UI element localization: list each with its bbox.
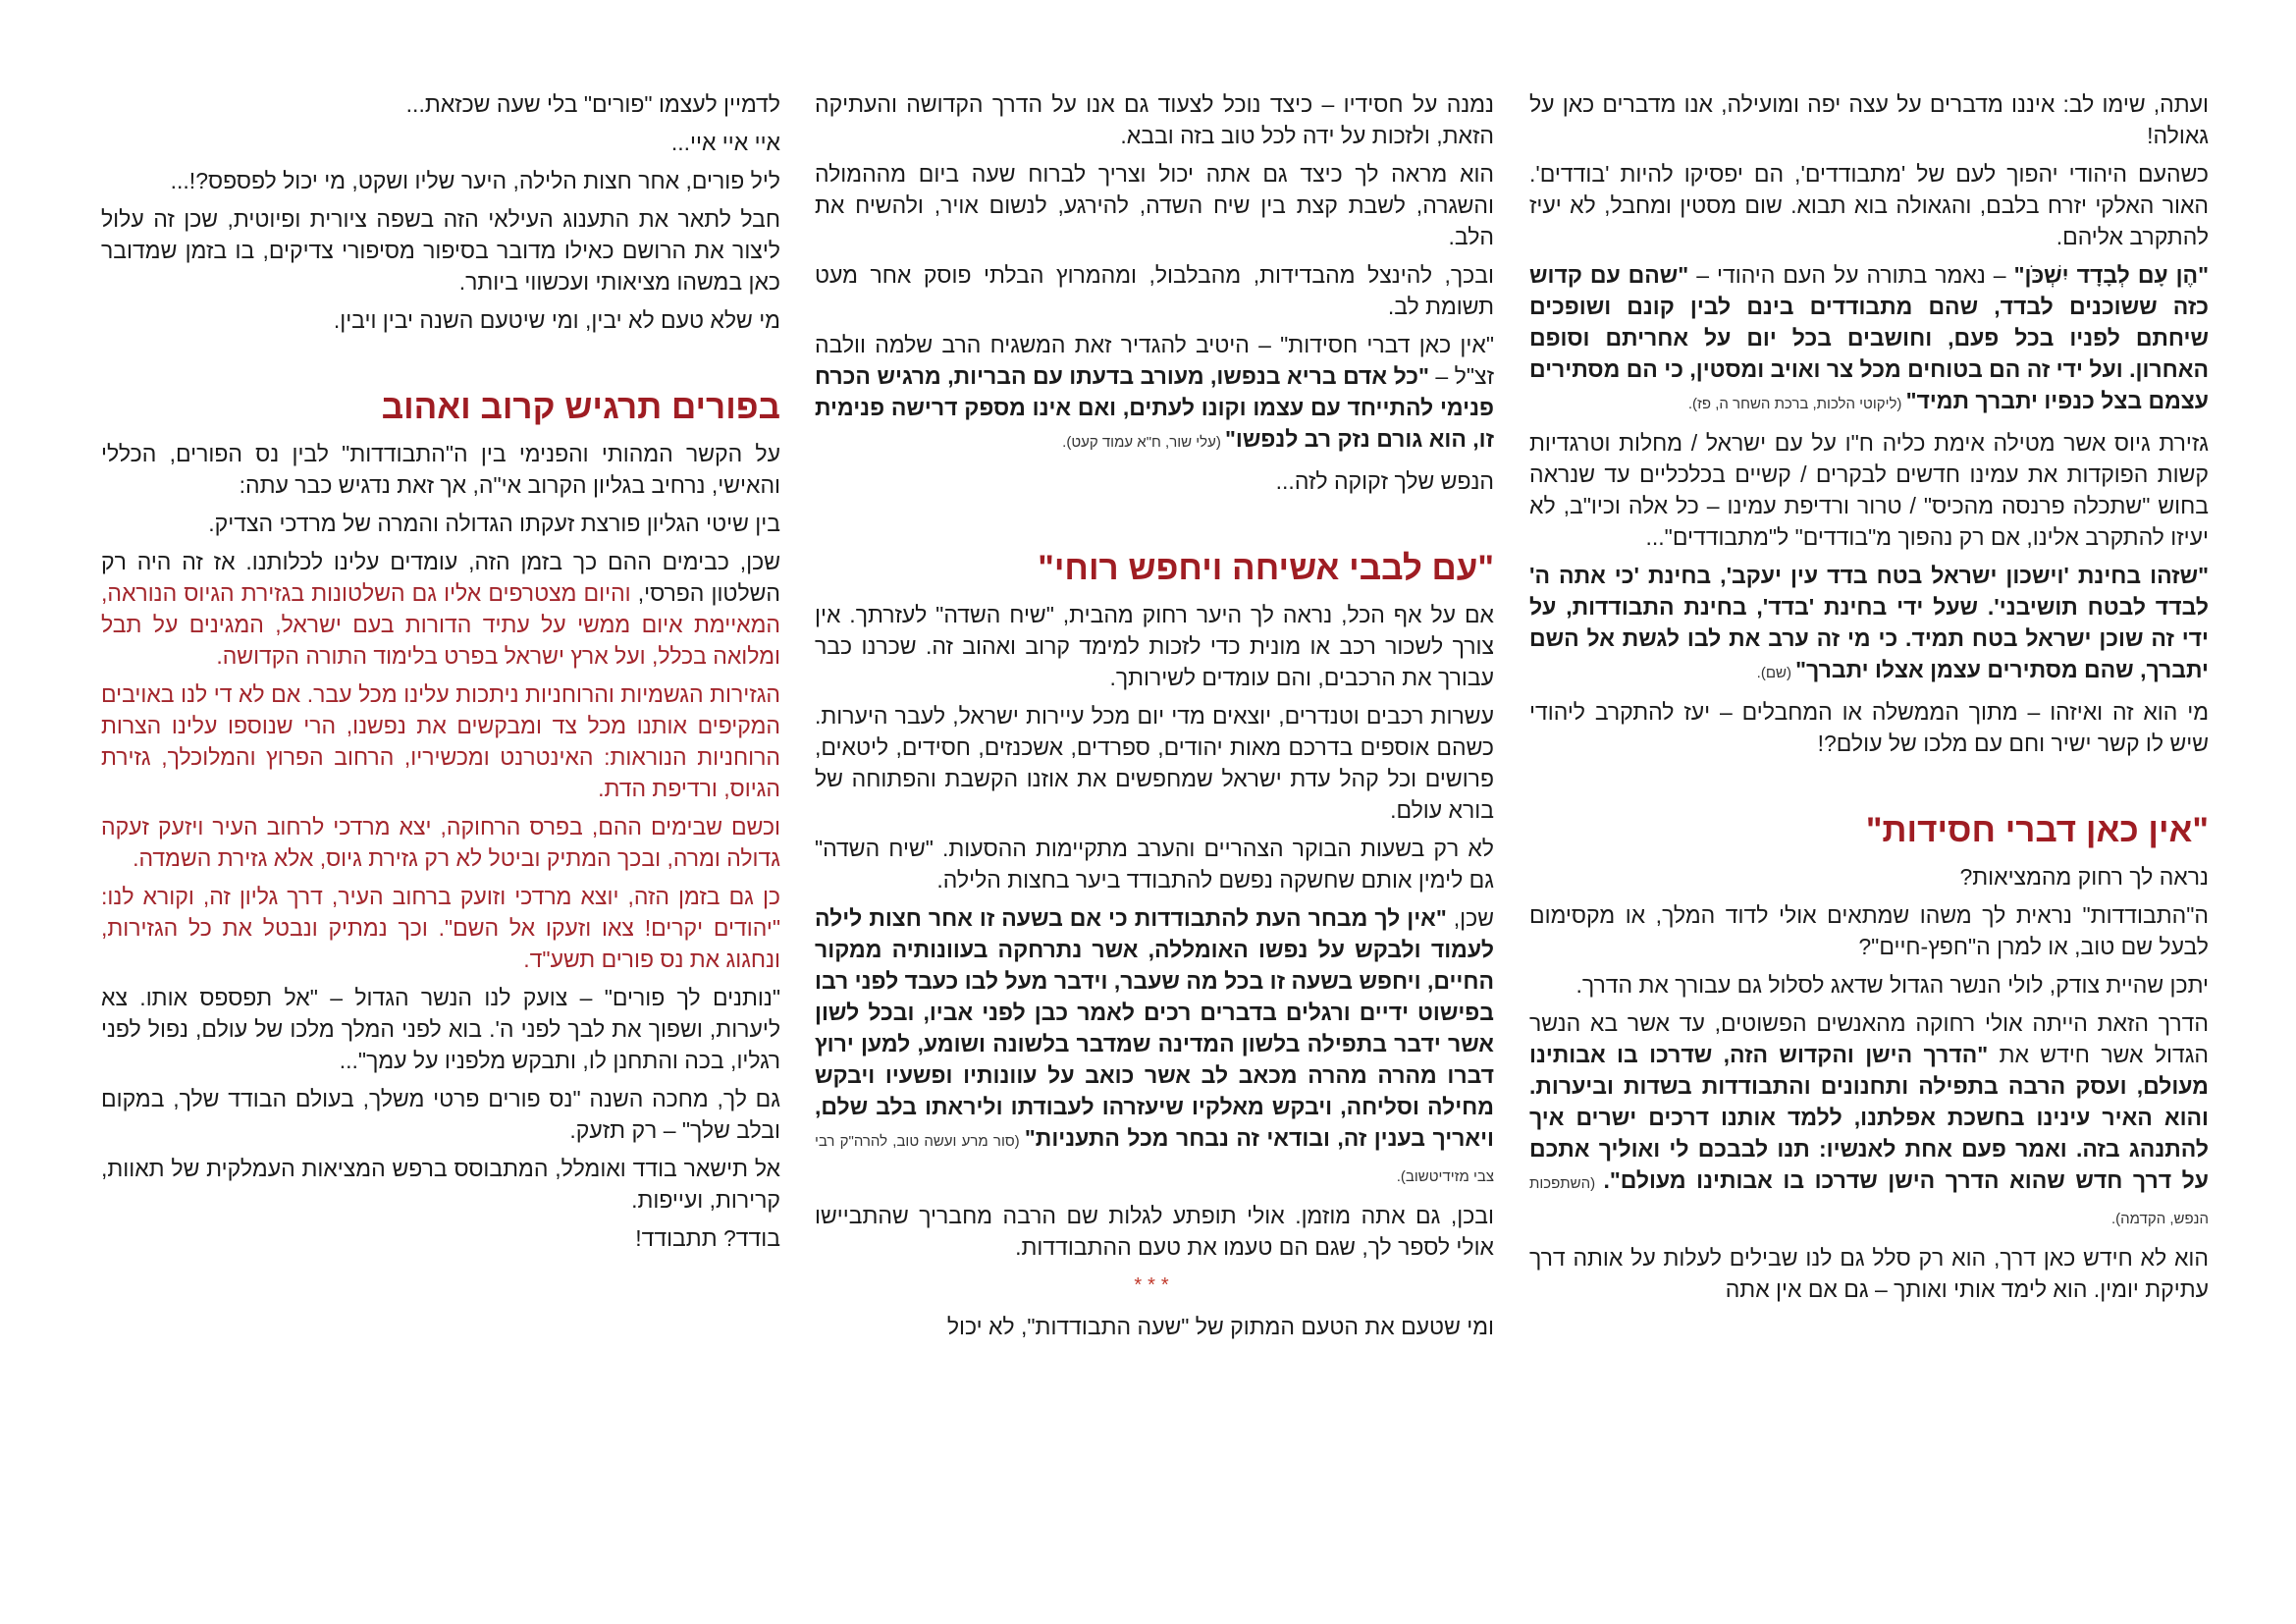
paragraph [101,304,780,336]
paragraph [815,700,1494,826]
paragraph [815,902,1494,1193]
paragraph [101,1153,780,1216]
section-heading: "עם לבבי אשיחה ויחפש רוחי" [1038,549,1494,587]
section-heading: בפורים תרגיש קרוב ואהוב [381,388,780,426]
text-run: בין שיטי הגליון פורצת זעקתו הגדולה והמרה של מרדכי הצדיק. [208,511,780,536]
paragraph [101,165,780,196]
citation: (השתפכות הנפש, הקדמה). [1529,1175,2209,1227]
paragraph [815,833,1494,895]
text-run: לדמיין לעצמו "פורים" בלי שעה שכזאת... [405,91,780,117]
text-run: בודד? תתבודד! [635,1225,780,1251]
bold-quote: "הֶן עָם לְבָדָד יִשְׁכֹּן" [2013,262,2209,288]
paragraph [815,465,1494,497]
text-run: הנפש שלך זקוקה לזה... [1275,468,1494,494]
text-run: הוא לא חידש כאן דרך, הוא רק סלל גם לנו שבילים לעלות על אותה דרך עתיקת יומין. הוא לימד אותי ואותך – גם אם אין אתה [1529,1245,2209,1302]
paragraph [815,158,1494,252]
bold-quote: "שזהו בחינת 'וישכון ישראל בטח בדד עין יעקב', בחינת 'כי אתה ה' לבדד לבטח תושיבני'. שעל ידי בחינת 'בדד', בחינת התבודדות, על ידי זה שוכן ישראל בטח תמיד. כי מי זה ערב את לבו לגשת אל השם יתברך, שהם מסתירים עצמן אצלו יתברך" [1529,563,2209,682]
text-run: עשרות רכבים וטנדרים, יוצאים מדי יום מכל עיירות ישראל, לעבר היערות. כשהם אוספים בדרכם מאות יהודים, ספרדים, אשכנזים, חסידים, ליטאים, פרושים וכל קהל עדת ישראל שמחפשים את אוזנו הקשבת והפתוחה של בורא עולם. [815,703,1494,823]
paragraph [1529,861,2209,893]
bold-quote: "כל אדם בריא בנפשו, מעורב בדעתו עם הבריות, מרגיש הכרח פנימי להתייחד עם עצמו וקונו לעתים, ואם אינו מספק דרישה פנימית זו, הוא גורם נזק רב לנפשו" [815,363,1494,452]
citation: (סור מרע ועשה טוב, להרה"ק רבי צבי מזידיטשוב). [815,1133,1494,1185]
paragraph [815,329,1494,459]
text-run: "אין כאן דברי חסידות" – היטיב להגדיר זאת המשגיח הרב שלמה וולבה זצ"ל – [815,332,1495,389]
paragraph [101,1222,780,1254]
text-run: חבל לתאר את התענוג העילאי הזה בשפה ציורית ופיוטית, שכן זה עלול ליצור את הרושם כאילו מדובר בסיפור מסיפורי צדיקים, בו בזמן שמדובר כאן במשהו מציאותי ועכשווי ביותר. [101,206,780,295]
text-run: נמנה על חסידיו – כיצד נוכל לצעוד גם אנו על הדרך הקדושה והעתיקה הזאת, ולזכות על ידה לכל טוב בזה ובבא. [815,91,1494,148]
text-run: – נאמר בתורה על העם היהודי – [1688,262,2014,288]
text-run: ה"התבודדות" נראית לך משהו שמתאים אולי לדוד המלך, או מקסימום לבעל שם טוב, או למרן ה"חפץ-חיים"? [1529,902,2209,959]
paragraph [1529,560,2209,689]
column-right [1529,88,2209,1312]
paragraph [101,982,780,1076]
bold-quote: "הדרך הישן והקדוש הזה, שדרכו בו אבותינו מעולם, ועסק הרבה בתפילה ותחנונים והתבודדות בשדות וביערות. והוא האיר עינינו בחשכת אפלתנו, ללמד אותנו דרכים ישרים איך להתנהג בזה. ואמר פעם אחת לאנשיו: תנו לבבכם לי ואוליך אתכם על דרך חדש שהוא הדרך הישן שדרכו בו אבותינו מעולם". [1529,1042,2210,1193]
text-run: ועתה, שימו לב: איננו מדברים על עצה יפה ומועילה, אנו מדברים כאן על גאולה! [1529,91,2209,148]
paragraph [815,599,1494,693]
paragraph [101,678,780,804]
text-run: אל תישאר בודד ואומלל, המתבוסס ברפש המציאות העמלקית של תאוות, קרירות, ועייפות. [101,1156,780,1213]
text-run: נראה לך רחוק מהמציאות? [1959,864,2209,890]
text-run: "נותנים לך פורים" – צועק לנו הנשר הגדול – "אל תפספס אותו. צא ליערות, ושפוך את לבך לפני ה'. בוא לפני המלך מלכו של עולם, נפול לפני רגליו, בכה והתחנן לו, ותבקש מלפניו על עמך"... [101,985,780,1073]
citation: (ליקוטי הלכות, ברכת השחר ה, פז). [1687,396,1906,412]
text-run: גם לך, מחכה השנה "נס פורים פרטי משלך, בעולם הבודד שלך, במקום ובלב שלך" – רק תזעק. [101,1086,780,1143]
paragraph [101,546,780,672]
text-run: ליל פורים, אחר חצות הלילה, היער שליו ושקט, מי יכול לפספס?!... [170,168,780,193]
text-run: גזירת גיוס אשר מטילה אימת כליה ח"ו על עם ישראל / מחלות וטרגדיות קשות הפוקדות את עמינו חדשים לבקרים / קשיים בכלכליים עד שנראה בחוש "שתכלה פרנסה מהכיס" / טרור ורדיפת עמינו – כל אלה וכיו"ב, לא יעיזו להתקרב אלינו, אם רק נהפוך מ"בודדים" ל"מתבודדים"... [1529,430,2209,550]
paragraph [815,259,1494,322]
text-run: יתכן שהיית צודק, לולי הנשר הגדול שדאג לסלול גם עבורך את הדרך. [1575,972,2209,998]
paragraph [101,881,780,975]
paragraph [1529,696,2209,759]
text-run: כשהעם היהודי יהפוך לעם של 'מתבודדים', הם יפסיקו להיות 'בודדים'. האור האלקי יזרח בלבם, והגאולה בוא תבוא. שום מסטין ומחבל, לא יעיז להתקרב אליהם. [1529,161,2209,249]
paragraph [815,1311,1494,1342]
text-run: איי איי איי... [670,130,780,155]
column-left [101,88,780,1261]
red-text: וכשם שבימים ההם, בפרס הרחוקה, יצא מרדכי לרחוב העיר ויזעק זעקה גדולה ומרה, ובכך המתיק וביטל לא רק גזירת גיוס, אלא גזירת השמדה. [101,814,780,871]
text-run: מי הוא זה ואיזהו – מתוך הממשלה או המחבלים – יעז להתקרב ליהודי שיש לו קשר ישיר וחם עם מלכו של עולם?! [1529,699,2209,756]
paragraph [1529,1007,2209,1235]
text-run: שכן, כבימים ההם כך בזמן הזה, עומדים עלינו לכלותנו. אז זה היה רק השלטון הפרסי, [101,549,780,606]
paragraph [1529,158,2209,252]
text-run: על הקשר המהותי והפנימי בין ה"התבודדות" לבין נס הפורים, הכללי והאישי, נרחיב בגליון הקרוב אי"ה, אך זאת נדגיש כבר עתה: [101,441,780,498]
text-run: שכן, [1446,905,1494,931]
text-run: הדרך הזאת הייתה אולי רחוקה מהאנשים הפשוטים, עד אשר בא הנשר הגדול אשר חידש את [1529,1010,2209,1067]
paragraph [1529,969,2209,1001]
text-run: מי שלא טעם לא יבין, ומי שיטעם השנה יבין ויבין. [333,307,780,333]
paragraph [101,1083,780,1146]
paragraph [1529,427,2209,553]
text-run: הוא מראה לך כיצד גם אתה יכול וצריך לברוח שעה ביום מההמולה והשגרה, לשבת קצת בין שיח השדה, להירגע, לנשום אויר, ולהשיח את הלב. [815,161,1494,249]
text-run: ובכן, גם אתה מוזמן. אולי תופתע לגלות שם הרבה מחבריך שהתביישו אולי לספר לך, שגם הם טעמו את טעם ההתבודדות. [815,1203,1494,1260]
paragraph [1529,88,2209,151]
text-run: ובכך, להינצל מהבדידות, מהבלבול, ומהמרוץ הבלתי פוסק אחר מעט תשומת לב. [815,262,1494,319]
paragraph [101,811,780,874]
paragraph [1529,259,2209,420]
red-text: הגזירות הגשמיות והרוחניות ניתכות עלינו מכל עבר. אם לא די לנו באויבים המקיפים אותנו מכל צד ומבקשים את נפשנו, הרי שנוספו עלינו הצרות הרוחניות הנוראות: האינטרנט ומכשיריו, הרחוב הפרוץ והמלוכלך, גזירת הגיוס, ורדיפת הדת. [101,681,780,801]
paragraph [1529,899,2209,962]
section-heading: "אין כאן דברי חסידות" [1865,811,2209,849]
paragraph [815,88,1494,151]
paragraph [815,1200,1494,1263]
text-run: לא רק בשעות הבוקר הצהריים והערב מתקיימות ההסעות. "שיח השדה" גם לימין אותם שחשקה נפשם להתבודד ביער בחצות הלילה. [815,836,1494,893]
red-text: כן גם בזמן הזה, יוצא מרדכי וזועק ברחוב העיר, דרך גליון זה, וקורא לנו: "יהודים יקרים! צאו וזעקו אל השם". וכך נמתיק ונבטל את כל הגזירות, ונחגוג את נס פורים תשע"ד. [101,884,780,972]
text-run: ומי שטעם את הטעם המתוק של "שעה התבודדות", לא יכול [946,1314,1494,1339]
section-separator: *** [1134,1274,1175,1296]
bold-quote: "שהם עם קדוש כזה ששוכנים לבדד, שהם מתבודדים בינם לבין קונם ושופכים שיחתם לפניו בכל פעם, וחושבים בכל יום על אחריתם וסופם האחרון. ועל ידי זה הם בטוחים מכל צר ואויב ומסטין, כי הם מסתירים עצמם בצל כנפיו יתברך תמיד" [1529,262,2209,413]
red-text: והיום מצטרפים אליו גם השלטונות בגזירת הגיוס הנוראה, המאיימת איום ממשי על עתיד הדורות בעם ישראל, המגינים על תבל ומלואה בכלל, ועל ארץ ישראל בפרט בלימוד התורה הקדושה. [101,580,780,669]
bold-quote: "אין לך מבחר העת להתבודדות כי אם בשעה זו אחר חצות לילה לעמוד ולבקש על נפשו האומללה, אשר נתרחקה בעוונותיה ממקור החיים, ויחפש בשעה זו בכל מה שעבר, וידבר מעל לבו כעבד לפני רבו בפישוט ידיים ורגלים בדברים רכים לאמר כבן לפני אביו, ובכל לשון אשר ידבר בתפילה בלשון המדינה שמדבר בלשונה ושומע, למען ירוץ דברו מהרה מהרה מכאב לב אשר כואב על עוונותיו ופשעיו ויבקש מחילה וסליחה, ויבקש מאלקיו שיעזרהו לעבודתו וליראתו בלב שלם, ויאריך בענין זה, ובודאי זה נבחר מכל התעניות" [815,905,1494,1151]
paragraph [101,203,780,298]
text-run: אם על אף הכל, נראה לך היער רחוק מהבית, "שיח השדה" לעזרתך. אין צורך לשכור רכב או מונית כדי לזכות למימד קרוב ואהוב זה. שכרנו כבר עבורך את הרכבים, והם עומדים לשירותך. [815,602,1494,690]
paragraph [101,438,780,501]
citation: (שם). [1756,665,1796,681]
paragraph [101,508,780,539]
citation: (עלי שור, ח"א עמוד קעט). [1062,434,1225,451]
paragraph [1529,1242,2209,1305]
paragraph [101,88,780,120]
column-middle [815,88,1494,1349]
paragraph [101,127,780,158]
